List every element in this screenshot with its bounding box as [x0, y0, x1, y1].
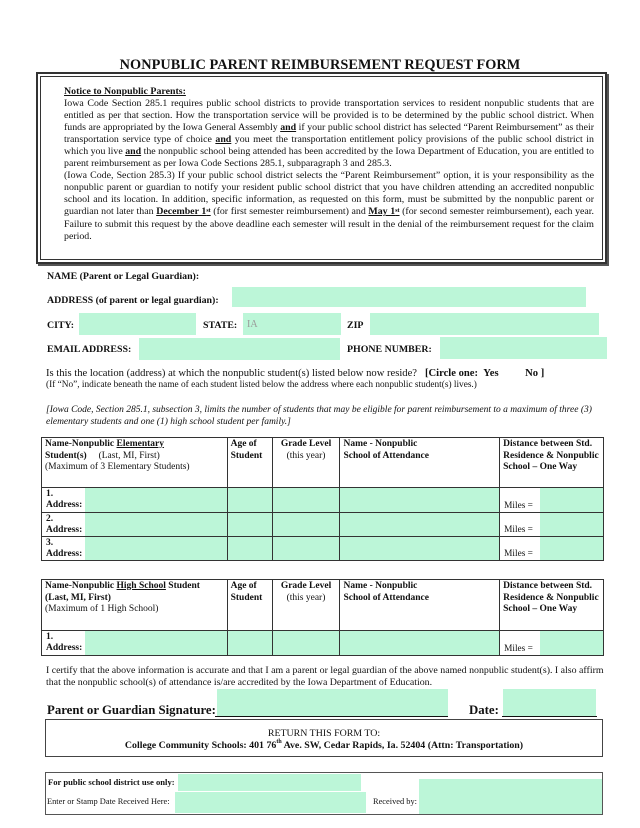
- signature-label: Parent or Guardian Signature:: [47, 703, 216, 717]
- distance-cell: Miles =: [500, 513, 604, 537]
- col-grade-header: Grade Level (this year): [272, 580, 340, 631]
- col-age-header: Age of Student: [227, 580, 272, 631]
- student-name-cell: 3. Address:: [42, 537, 228, 561]
- age-input[interactable]: [227, 513, 272, 537]
- notice-text-span: the nonpublic school being attended has been accredited by the Iowa Department of Education, you are entitled to parent reimbursement as per Iowa Code Sections 285.1, subparagraph 3 and 285.3.: [64, 146, 594, 170]
- residence-note: (If “No”, indicate beneath the name of each student listed below the address where each nonpublic student(s) lives.): [46, 380, 477, 390]
- col-student-name-header: Name-Nonpublic Elementary Student(s) (Last, MI, First) (Maximum of 3 Elementary Students): [42, 438, 228, 488]
- table-row: [42, 513, 604, 537]
- student-name-cell: 1. Address:: [42, 631, 228, 656]
- col-student-name-header: Name-Nonpublic High School Student (Last, MI, First) (Maximum of 1 High School): [42, 580, 228, 631]
- student-name-input[interactable]: [85, 537, 227, 560]
- notice-text-span: you meet the transportation entitlement policy provisions of the public school district in which you live: [64, 134, 594, 158]
- address-input[interactable]: [232, 287, 586, 307]
- return-heading: RETURN THIS FORM TO:: [267, 728, 381, 739]
- distance-cell: Miles =: [500, 537, 604, 561]
- deadline-december: December 1st: [156, 206, 211, 218]
- notice-emphasis: and: [125, 146, 142, 158]
- student-name-input[interactable]: [85, 488, 227, 512]
- distance-cell: Miles =: [500, 488, 604, 513]
- grade-input[interactable]: [272, 513, 340, 537]
- form-title: NONPUBLIC PARENT REIMBURSEMENT REQUEST FORM: [119, 57, 521, 73]
- age-input[interactable]: [227, 488, 272, 513]
- table-row: [42, 488, 604, 513]
- school-input[interactable]: [340, 537, 500, 561]
- table-row: [42, 631, 604, 656]
- grade-input[interactable]: [272, 537, 340, 561]
- notice-text-span: (for first semester reimbursement) and: [210, 206, 369, 218]
- deadline-may: May 1st: [368, 206, 400, 218]
- state-input[interactable]: [243, 313, 341, 335]
- notice-text: [64, 86, 594, 243]
- return-address-box: [45, 719, 603, 757]
- age-input[interactable]: [227, 537, 272, 561]
- residence-question-text: Is this the location (address) at which the nonpublic student(s) listed below now reside?: [46, 368, 417, 379]
- student-name-cell: 1. Address:: [42, 488, 228, 513]
- zip-label: ZIP: [347, 320, 364, 331]
- table-header-row: [42, 438, 604, 488]
- signature-line: [215, 716, 448, 717]
- phone-label: PHONE NUMBER:: [347, 344, 432, 355]
- school-input[interactable]: [340, 488, 500, 513]
- notice-text-span: (for second semester reimbursement), each year. Failure to submit this request by the above deadline each semester will result in the denial of the reimbursement request for the claim period.: [64, 206, 594, 242]
- notice-heading: Notice to Nonpublic Parents:: [64, 86, 186, 97]
- distance-cell: Miles =: [500, 631, 604, 656]
- residence-question: [46, 368, 544, 379]
- date-received-input[interactable]: [175, 792, 366, 813]
- no-option[interactable]: No ]: [525, 368, 545, 379]
- col-school-header: Name - Nonpublic School of Attendance: [340, 580, 500, 631]
- received-by-input[interactable]: [419, 779, 602, 814]
- notice-emphasis: and: [280, 122, 297, 134]
- date-input[interactable]: [503, 689, 596, 716]
- email-label: EMAIL ADDRESS:: [47, 344, 132, 355]
- miles-input[interactable]: [540, 631, 603, 655]
- table-row: [42, 537, 604, 561]
- school-input[interactable]: [340, 631, 500, 656]
- student-name-cell: 2. Address:: [42, 513, 228, 537]
- received-by-label: Received by:: [373, 797, 417, 806]
- highschool-student-table: [41, 579, 604, 656]
- student-limit-note: [Iowa Code, Section 285.1, subsection 3, limits the number of students that may be eligible for parent reimbursement to a maximum of three (3) elementary students and one (1) high school student per family.]: [46, 405, 592, 427]
- city-input[interactable]: [79, 313, 196, 335]
- col-distance-header: Distance between Std. Residence & Nonpublic School – One Way: [500, 580, 604, 631]
- state-label: STATE:: [203, 320, 238, 331]
- school-input[interactable]: [340, 513, 500, 537]
- col-age-header: Age of Student: [227, 438, 272, 488]
- signature-input[interactable]: [217, 689, 448, 716]
- col-grade-header: Grade Level (this year): [272, 438, 340, 488]
- address-label: ADDRESS (of parent or legal guardian):: [47, 295, 219, 306]
- certification-statement: I certify that the above information is accurate and that I am a parent or legal guardian of the above named nonpublic student(s). I also affirm that the nonpublic school(s) of attendance is/are accredited by the Iowa Department of Education.: [46, 665, 604, 689]
- notice-paragraph-2: [64, 170, 594, 242]
- city-label: CITY:: [47, 320, 75, 331]
- office-use-input[interactable]: [178, 774, 361, 791]
- elementary-students-table: [41, 437, 604, 561]
- date-received-label: Enter or Stamp Date Received Here:: [47, 797, 170, 806]
- miles-input[interactable]: [540, 488, 603, 512]
- notice-paragraph-1: [64, 98, 594, 170]
- student-name-input[interactable]: [85, 513, 227, 536]
- office-use-label: For public school district use only:: [48, 777, 175, 787]
- miles-input[interactable]: [540, 537, 603, 560]
- age-input[interactable]: [227, 631, 272, 656]
- notice-text-span: (Iowa Code, Section 285.3) If your public school district selects the “Parent Reimbursement” option, it is your responsibility as the nonpublic parent or guardian to notify your resident public school district that you have children attending an accredited nonpublic school and its location. In addition, specific information, as requested on this form, must be submitted by the nonpublic parent or guardian not later than: [64, 170, 594, 218]
- email-input[interactable]: [139, 338, 340, 360]
- student-name-input[interactable]: [85, 631, 227, 655]
- col-distance-header: Distance between Std. Residence & Nonpublic School – One Way: [500, 438, 604, 488]
- miles-input[interactable]: [540, 513, 603, 536]
- name-label: NAME (Parent or Legal Guardian):: [47, 271, 200, 282]
- notice-text-span: Iowa Code Section 285.1 requires public school districts to provide transportation services to resident nonpublic students that are entitled as per that section. How the transportation service will be provided is to be determined by the public school district. When funds are appropriated by the Iowa General Assembly: [64, 98, 594, 134]
- notice-emphasis: and: [215, 134, 232, 146]
- return-address: College Community Schools: 401 76th Ave. SW, Cedar Rapids, Ia. 52404 (Attn: Transportation): [124, 739, 524, 751]
- date-line: [502, 716, 597, 717]
- zip-input[interactable]: [370, 313, 599, 335]
- grade-input[interactable]: [272, 488, 340, 513]
- yes-option[interactable]: Yes: [483, 368, 499, 379]
- col-school-header: Name - Nonpublic School of Attendance: [340, 438, 500, 488]
- circle-one-label: [Circle one:: [424, 368, 478, 379]
- table-header-row: [42, 580, 604, 631]
- date-label: Date:: [469, 703, 499, 717]
- grade-input[interactable]: [272, 631, 340, 656]
- phone-input[interactable]: [440, 337, 607, 359]
- notice-text-span: if your public school district has selected “Parent Reimbursement” as their transportation service type of choice: [64, 122, 594, 146]
